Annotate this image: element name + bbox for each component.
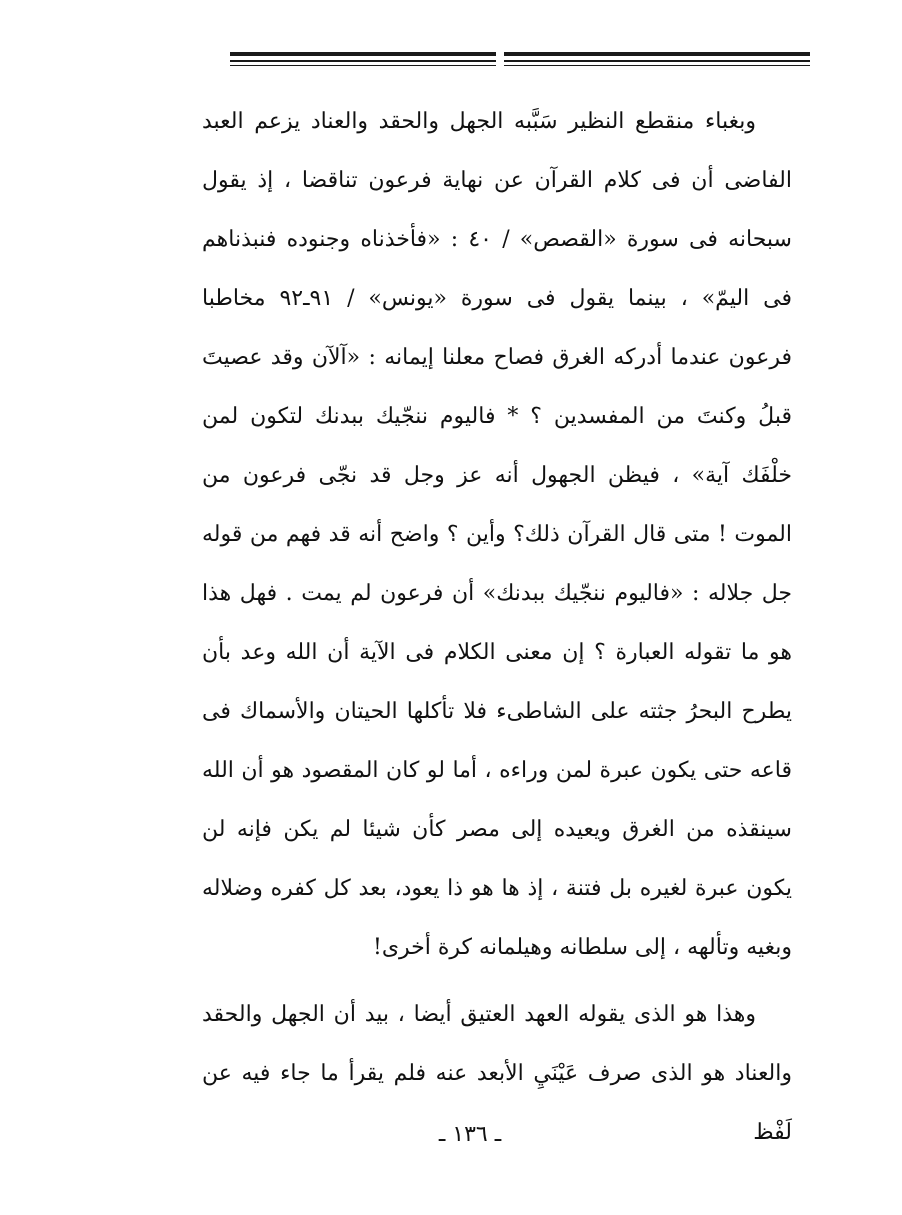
paragraph-1: وبغباء منقطع النظير سَبَّبه الجهل والحقد والعناد يزعم العبد الفاضى أن فى كلام القرآن عن نهاية فرعون تناقضا ، إذ يقول سبحانه فى سورة «القصص» / ٤٠ : «فأخذناه وجنوده فنبذناهم فى اليمّ» ، بينما يقول فى سورة «يونس» / ٩١ـ٩٢ مخاطبا فرعون عندما أدركه الغرق فصاح معلنا إيمانه : «آلآن وقد عصيتَ قبلُ وكنتَ من المفسدين ؟ * فاليوم ننجّيك ببدنك لتكون لمن خلْفَك آية» ، فيظن الجهول أنه عز وجل قد نجّى فرعون من الموت ! متى قال القرآن ذلك؟ وأين ؟ واضح أنه قد فهم من قوله جل جلاله : «فاليوم ننجّيك ببدنك» أن فرعون لم يمت . فهل هذا هو ما تقوله العبارة ؟ إن معنى الكلام فى الآية أن الله وعد بأن يطرح البحرُ جثته على الشاطىء فلا تأكلها الحيتان والأسماك فى قاعه حتى يكون عبرة لمن وراءه ، أما لو كان المقصود هو أن الله سينقذه من الغرق ويعيده إلى مصر كأن شيئا لم يكن فإنه لن يكون عبرة لغيره بل فتنة ، إذ ها هو ذا يعود، بعد كل كفره وضلاله وبغيه وتألهه ، إلى سلطانه وهيلمانه كرة أخرى!: [202, 109, 792, 960]
paragraph-2: وهذا هو الذى يقوله العهد العتيق أيضا ، بيد أن الجهل والحقد والعناد هو الذى صرف عَيْنَيِ الأبعد عنه فلم يقرأ ما جاء فيه عن لَفْظ: [202, 1002, 792, 1145]
page-number: ـ ١٣٦ ـ: [438, 1122, 502, 1147]
header-rule-thick: [230, 52, 810, 56]
body-text: [202, 92, 792, 1162]
header-rule-thin: [230, 65, 810, 66]
header-rule-break: [496, 50, 504, 68]
header-rule-medium: [230, 60, 810, 62]
